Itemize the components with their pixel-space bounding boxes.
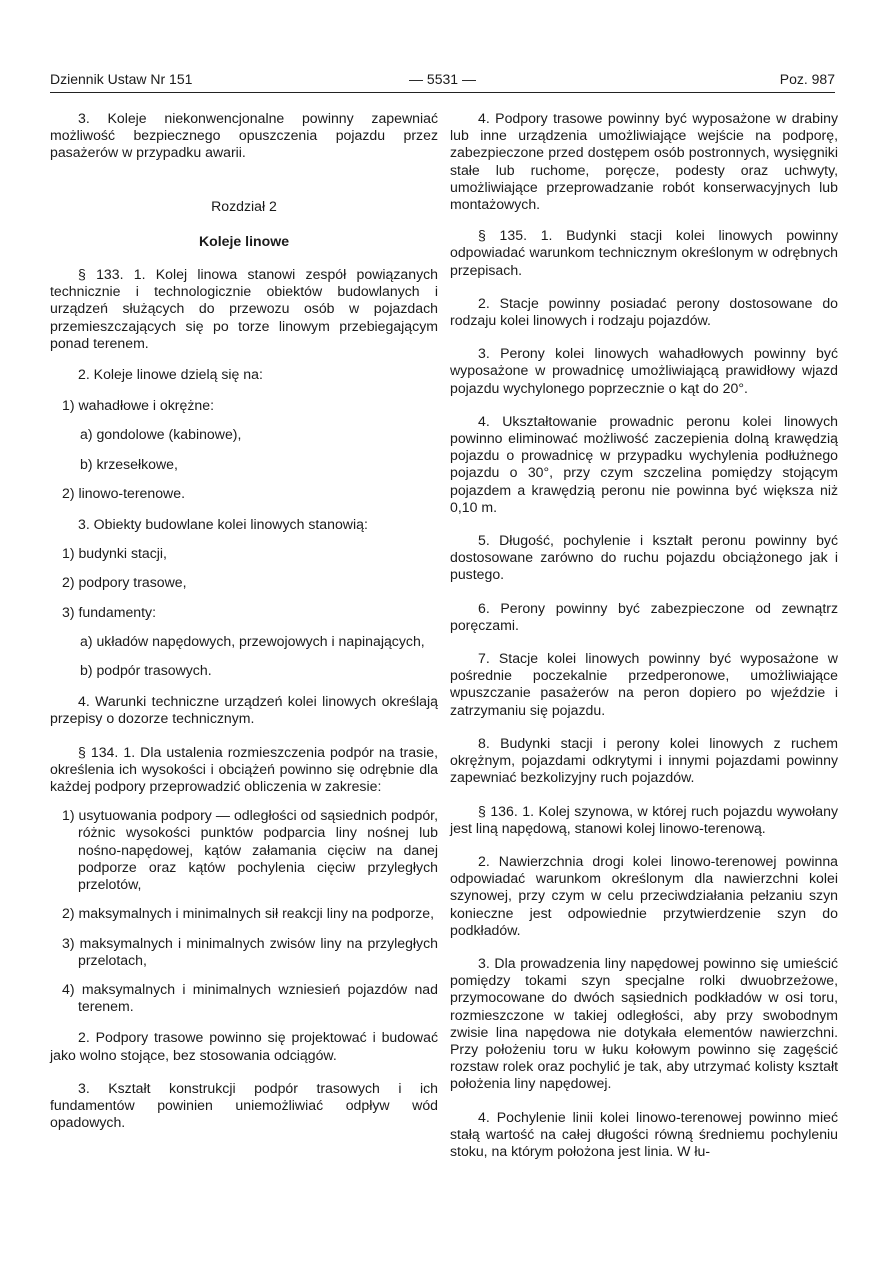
list-subitem: b) podpór trasowych. — [80, 662, 212, 679]
paragraph-s133-2: 2. Koleje linowe dzielą się na: — [78, 366, 263, 383]
header-rule — [50, 92, 835, 93]
paragraph-s134-4: 4. Podpory trasowe powinny być wyposażone w drabiny lub inne urządzenia umożliwiające wejście na podporę, zabezpieczone przed dostępem osób postronnych, wysięgniki stałe lub ruchome, poręcze, podesty oraz uchwyty, umożliwiające przeprowadzanie robót konserwacyjnych lub montażowych. — [450, 110, 838, 213]
list-subitem: a) układów napędowych, przewojowych i napinających, — [80, 632, 425, 649]
list-item: 1) budynki stacji, — [62, 545, 167, 562]
list-item: 1) wahadłowe i okrężne: — [62, 397, 214, 414]
list-item: 3) fundamenty: — [62, 603, 157, 620]
list-item: 2) maksymalnych i minimalnych sił reakcji liny na podporze, — [62, 905, 435, 922]
paragraph-s135-6: 6. Perony powinny być zabezpieczone od zewnątrz poręczami. — [450, 599, 838, 633]
paragraph-s134-3: 3. Kształt konstrukcji podpór trasowych i ich fundamentów powinien uniemożliwiać odpływ wód opadowych. — [50, 1079, 438, 1131]
page-number: — 5531 — — [409, 71, 476, 87]
list-item: 1) usytuowania podpory — odległości od sąsiednich podpór, różnic wysokości punktów podparcia liny nośnej lub nośno-napędowej, kątów załamania cięciw na danej podporze oraz kątów pochylenia cięciw przyległych przelotów, — [62, 807, 438, 893]
paragraph-s135-4: 4. Ukształtowanie prowadnic peronu kolei linowych powinno eliminować możliwość zaczepienia dolną krawędzią pojazdu o prowadnicę w przypadku wychylenia podłużnego pojazdu o 30°, przy czym szczelina pomiędzy stojącym pojazdem a krawędzią peronu nie powinna być większa niż 0,10 m. — [450, 412, 838, 515]
list-item: 2) podpory trasowe, — [62, 574, 187, 591]
paragraph-s134-1: § 134. 1. Dla ustalenia rozmieszczenia podpór na trasie, określenia ich wysokości i obciążeń powinno się odrębnie dla każdej podpory przeprowadzić obliczenia w zakresie: — [50, 743, 438, 795]
list-subitem: a) gondolowe (kabinowe), — [80, 426, 242, 443]
paragraph-s136-4: 4. Pochylenie linii kolei linowo-terenowej powinno mieć stałą wartość na całej długości równą średniemu pochyleniu stoku, na którym położona jest linia. W łu- — [450, 1108, 838, 1159]
left-column — [50, 108, 438, 1131]
paragraph-s135-5: 5. Długość, pochylenie i kształt peronu powinny być dostosowane zarówno do ruchu pojazdu obciążonego jak i pustego. — [450, 532, 838, 583]
journal-title: Dziennik Ustaw Nr 151 — [50, 71, 193, 87]
paragraph-s136-1: § 136. 1. Kolej szynowa, w której ruch pojazdu wywołany jest liną napędową, stanowi kolej linowo-terenową. — [450, 802, 838, 836]
page-header — [50, 70, 835, 92]
paragraph-s133-3: 3. Obiekty budowlane kolei linowych stanowią: — [78, 516, 368, 533]
position-number: Poz. 987 — [779, 71, 835, 87]
paragraph-s136-3: 3. Dla prowadzenia liny napędowej powinno się umieścić pomiędzy tokami szyn specjalne rolki dwuobrzeżowe, przymocowane do dwóch sąsiednich podkładów w osi toru, rozmieszczone w takiej odległości, aby przy swobodnym zwisie lina napędowa nie dotykała elementów nawierzchni. Przy położeniu toru w łuku kołowym powinno się zagęścić rozstaw rolek oraz pochylić je tak, aby utrzymać kolisty kształt położenia liny napędowej. — [450, 954, 838, 1092]
paragraph: 3. Koleje niekonwencjonalne powinny zapewniać możliwość bezpiecznego opuszczenia pojazdu przez pasażerów w przypadku awarii. — [50, 110, 438, 161]
right-column — [450, 108, 838, 1160]
paragraph-s134-2: 2. Podpory trasowe powinno się projektować i budować jako wolno stojące, bez stosowania odciągów. — [50, 1029, 438, 1063]
paragraph-s136-2: 2. Nawierzchnia drogi kolei linowo-terenowej powinna odpowiadać warunkom określonym dla nawierzchni kolei szynowej, przy czym w celu przeciwdziałania pełzaniu szyn konieczne jest odpowiednie przytwierdzenie szyn do podkładów. — [450, 852, 838, 938]
chapter-heading: Rozdział 2 — [211, 197, 277, 214]
paragraph-s135-1: § 135. 1. Budynki stacji kolei linowych powinny odpowiadać warunkom technicznym określonym w odrębnych przepisach. — [450, 227, 838, 278]
paragraph-s133-1: § 133. 1. Kolej linowa stanowi zespół powiązanych technicznie i technologicznie obiektów budowlanych i urządzeń służących do przewozu osób w pojazdach przemieszczających się po torze linowym przebiegającym ponad terenem. — [50, 266, 438, 351]
paragraph-s135-7: 7. Stacje kolei linowych powinny być wyposażone w pośrednie poczekalnie przedperonowe, umożliwiające wpuszczanie pasażerów na peron dopiero po wjeździe i zatrzymaniu się pojazdu. — [450, 650, 838, 718]
paragraph-s135-3: 3. Perony kolei linowych wahadłowych powinny być wyposażone w prowadnicę umożliwiającą prawidłowy wjazd pojazdu wychylonego poprzecznie o kąt do 20°. — [450, 345, 838, 396]
paragraph-s135-8: 8. Budynki stacji i perony kolei linowych z ruchem okrężnym, pojazdami odkrytymi i innymi pojazdami powinny zapewniać bezkolizyjny ruch pojazdów. — [450, 734, 838, 786]
paragraph-s133-4: 4. Warunki techniczne urządzeń kolei linowych określają przepisy o dozorze technicznym. — [50, 693, 438, 727]
list-subitem: b) krzesełkowe, — [80, 455, 178, 472]
list-item: 2) linowo-terenowe. — [62, 484, 185, 501]
list-item: 3) maksymalnych i minimalnych zwisów liny na przyległych przelotach, — [62, 934, 438, 968]
list-item: 4) maksymalnych i minimalnych wzniesień pojazdów nad terenem. — [62, 980, 438, 1015]
chapter-title: Koleje linowe — [198, 232, 290, 249]
paragraph-s135-2: 2. Stacje powinny posiadać perony dostosowane do rodzaju kolei linowych i rodzaju pojazdów. — [450, 294, 838, 329]
